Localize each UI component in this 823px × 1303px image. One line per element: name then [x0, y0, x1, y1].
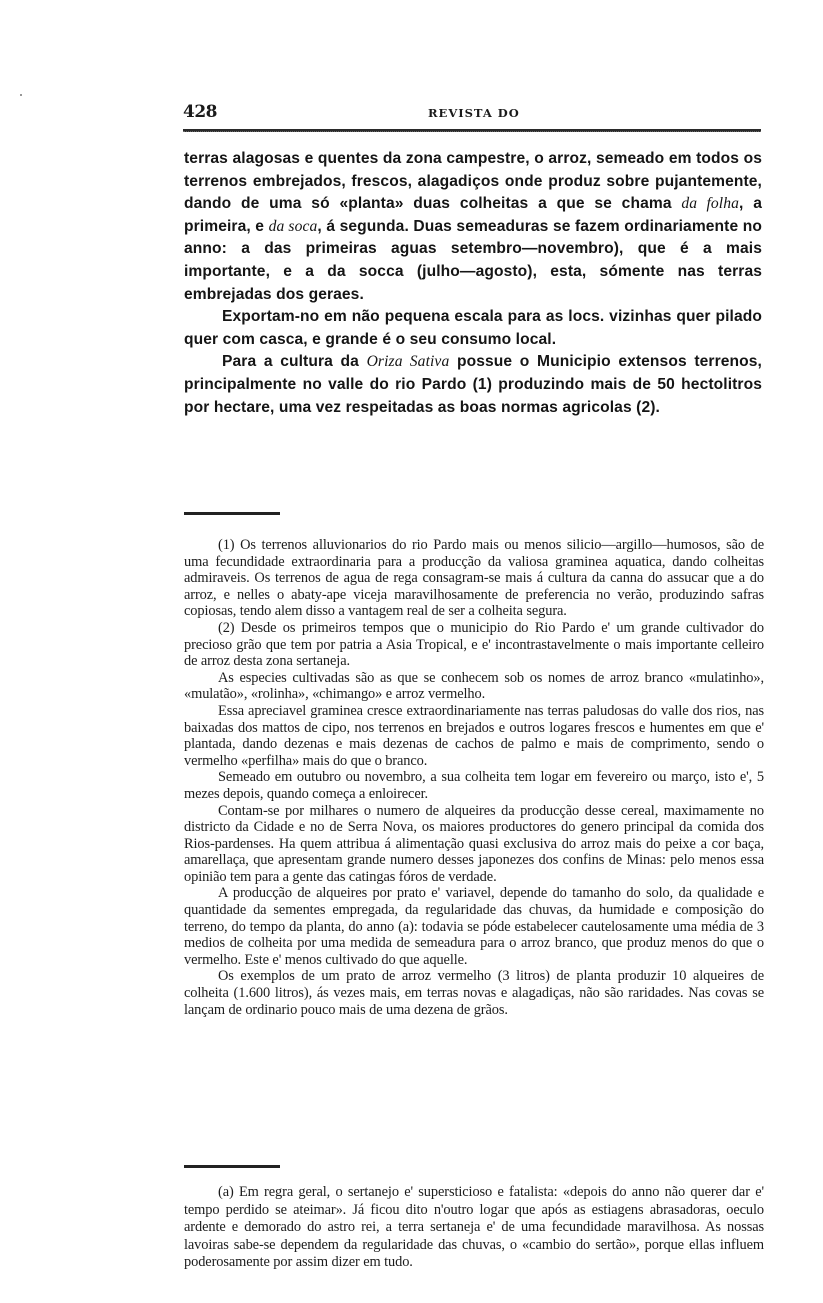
footnote-paragraph: As especies cultivadas são as que se conhecem sob os nomes de arroz branco «mulatinho», «mulatão», «rolinha», «chimango» e arroz vermelho.: [184, 669, 764, 703]
footnotes-block: [184, 537, 764, 1018]
paragraph-2: Exportam-no em não pequena escala para as locs. vizinhas quer pilado quer com casca, e grande é o seu consumo local.: [184, 308, 762, 348]
scan-speck: [20, 94, 22, 96]
italic-term: Oriza Sativa: [366, 353, 450, 371]
footnote-paragraph: Semeado em outubro ou novembro, a sua colheita tem logar em fevereiro ou março, isto e', 5 mezes depois, quando começa a enloirecer.: [184, 769, 764, 802]
page-number: 428: [183, 102, 217, 122]
footnote-paragraph: Essa apreciavel graminea cresce extraordinariamente nas terras paludosas do valle dos rios, nas baixadas dos mattos de cipo, nos terrenos en brejados e outros logares frescos e humentes em que e' plantada, dando dezenas e mais dezenas de cachos de palmo e mais de comprimento, sendo o vermelho «perfilha» mais do que o branco.: [184, 702, 764, 769]
running-title: REVISTA DO: [428, 106, 520, 120]
footnote: (2) Desde os primeiros tempos que o municipio do Rio Pardo e' um grande cultivador do precioso grão que tem por patria a Asia Tropical, e e' incontrastavelmente o mais importante celleiro de arroz desta zona sertaneja.: [184, 619, 764, 670]
footnote-paragraph: Contam-se por milhares o numero de alqueires da producção desse cereal, maximamente no districto da Cidade e no de Serra Nova, os maiores productores do genero principal da comida dos Rios-pardenses. Ha quem attribua á alimentação quasi exclusiva do arroz mais do peixe a cor baça, amarellaça, que apresentam grande numero desses japonezes dos confins de Minas: pelo menos essa opinião tem para a gente das catingas fóros de verdade.: [184, 802, 764, 885]
footnote-paragraph: Os exemplos de um prato de arroz vermelho (3 litros) de planta produzir 10 alqueires de colheita (1.600 litros), ás vezes mais, em terras novas e alagadiças, não são raridades. Nas covas se lançam de ordinario pouco mais de uma dezena de grãos.: [184, 968, 764, 1018]
sub-footnotes-block: [184, 1184, 764, 1272]
italic-term: da folha: [681, 195, 740, 213]
footnote-rule: [184, 1165, 280, 1168]
footnote: (1) Os terrenos alluvionarios do rio Pardo mais ou menos silicio—argillo—humosos, são de uma fecundidade extraordinaria para a producção da valiosa graminea aquatica, dando colheitas admiraveis. Os terrenos de agua de rega consagram-se mais á cultura da canna do assucar que a do arroz, e nelles o abaty-ape viceja maravilhosamente de preferencia no verão, produzindo safras copiosas, tendo alem disso a vantagem real de ser a colheita segura.: [184, 537, 764, 620]
footnote-paragraph: A producção de alqueires por prato e' variavel, depende do tamanho do solo, da qualidade e quantidade da sementes empregada, da regularidade das chuvas, da humidade e composição do terreno, do tempo da planta, do anno (a): todavia se póde estabelecer cautelosamente uma média de 3 medios de colheita por uma medida de semeadura para o arroz branco, que produz menos do que o vermelho. Este e' menos cultivado do que aquelle.: [184, 885, 764, 968]
italic-term: da soca: [268, 217, 318, 235]
header-rule: [183, 129, 761, 132]
page-header: [183, 100, 761, 124]
footnote: (a) Em regra geral, o sertanejo e' supersticioso e fatalista: «depois do anno não querer dar e' tempo perdido se ateimar». Já ficou dito n'outro logar que após as estiagens abrasadoras, oeculo ardente e demorado do astro rei, a terra sertaneja e' de uma fecundidade maravilhosa. As nossas lavoiras sabe-se dependem da regularidade das chuvas, o «cambio do sertão», porque ellas influem poderosamente por assim dizer em tudo.: [184, 1184, 764, 1270]
main-text: [184, 148, 762, 419]
footnote-rule: [184, 512, 280, 515]
paragraph-3: Para a cultura da Oriza Sativa possue o Municipio extensos terrenos, principalmente no valle do rio Pardo (1) produzindo mais de 50 hectolitros por hectare, uma vez respeitadas as boas normas agricolas (2).: [184, 353, 762, 416]
paragraph-1: terras alagosas e quentes da zona campestre, o arroz, semeado em todos os terrenos embrejados, frescos, alagadiços onde produz sobre pujantemente, dando de uma só «planta» duas colheitas a que se chama da folha, a primeira, e da soca, á segunda. Duas semeaduras se fazem ordinariamente no anno: a das primeiras aguas setembro—novembro), que é a mais importante, e a da socca (julho—agosto), esta, sómente nas terras embrejadas dos geraes.: [184, 150, 763, 303]
